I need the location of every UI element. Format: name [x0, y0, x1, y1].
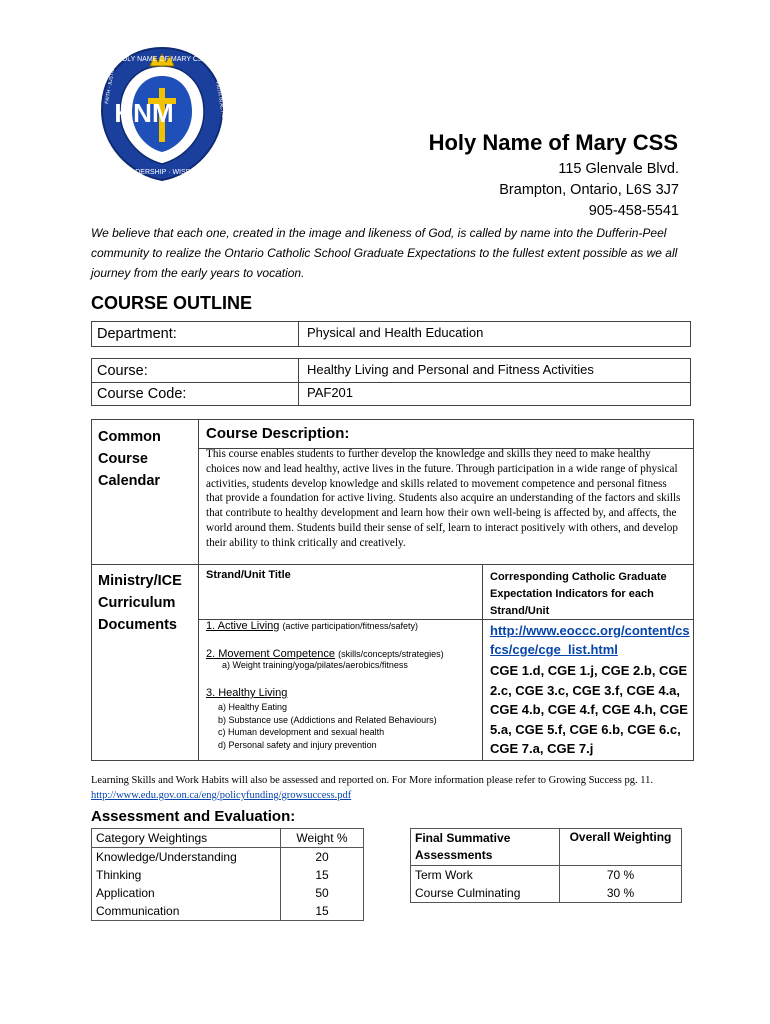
final-summative-header: Final Summative Assessments [411, 829, 560, 866]
strand-sub-item: b) Substance use (Addictions and Related Behaviours) [218, 714, 437, 725]
weight-header: Weight % [281, 829, 364, 848]
table-row [92, 884, 364, 902]
ministry-label-2: Curriculum [98, 595, 176, 611]
learning-skills-note [91, 773, 691, 803]
ministry-label [98, 570, 182, 636]
curriculum-table [91, 419, 694, 761]
course-description-text: This course enables students to further develop the knowledge and skills they need to make healthy choices now and lead healthy, active lives in the future. Through participation in a wide range of physical activities, students develop knowledge and skills related to movement competence and personal fitness that provide a foundation for active living. Students also acquire an understanding of the factors and skills that contribute to healthy development and learn how their own well-being is affected by, and affects, the world around them. Students build their sense of self, learn to interact positively with others, and develop their ability to think critically and creatively. [206, 448, 681, 549]
category-name: Communication [92, 902, 281, 921]
calendar-label [98, 426, 161, 492]
assessment-heading: Assessment and Evaluation: [91, 808, 296, 825]
table-row [411, 829, 682, 866]
course-outline-heading: COURSE OUTLINE [91, 293, 253, 313]
final-weight: 70 % [560, 866, 682, 885]
strand-sub-item: a) Healthy Eating [218, 702, 288, 712]
crest-top-text: HOLY NAME OF MARY CSS [116, 56, 208, 63]
school-address-line1: 115 Glenvale Blvd. [558, 161, 679, 177]
school-address-line2: Brampton, Ontario, L6S 3J7 [499, 182, 679, 198]
table-row [92, 829, 364, 848]
category-weight: 15 [281, 866, 364, 884]
school-name: Holy Name of Mary CSS [428, 130, 678, 155]
strand-sub-item: d) Personal safety and injury prevention [218, 739, 377, 750]
ministry-label-3: Documents [98, 617, 177, 633]
course-description-heading: Course Description: [206, 425, 350, 442]
category-weight: 20 [281, 848, 364, 867]
table-row [92, 848, 364, 867]
table-row [411, 866, 682, 885]
category-name: Knowledge/Understanding [92, 848, 281, 867]
crest-letter-h: HNM [114, 98, 174, 128]
strand-item [206, 620, 478, 632]
category-header: Category Weightings [92, 829, 281, 848]
category-name: Application [92, 884, 281, 902]
overall-weighting-header: Overall Weighting [560, 829, 682, 866]
course-code-label: Course Code: [97, 386, 187, 402]
category-name: Thinking [92, 866, 281, 884]
strand-list [206, 620, 478, 751]
calendar-label-1: Common [98, 429, 161, 445]
calendar-label-2: Course [98, 451, 148, 467]
department-value: Physical and Health Education [307, 325, 484, 340]
cge-heading: Corresponding Catholic Graduate Expectation Indicators for each Strand/Unit [490, 571, 667, 617]
table-row [92, 866, 364, 884]
strand-sub-item: c) Human development and sexual health [218, 727, 385, 737]
strand-unit-heading: Strand/Unit Title [206, 569, 291, 581]
department-row [91, 321, 691, 347]
table-row [92, 902, 364, 921]
cge-list-link[interactable]: http://www.eoccc.org/content/csfcs/cge/cge_list.html [490, 623, 690, 657]
school-phone: 905-458-5541 [588, 203, 679, 219]
category-weightings-table [91, 828, 364, 921]
final-weight: 30 % [560, 884, 682, 903]
strand-note: (skills/concepts/strategies) [338, 649, 444, 659]
final-name: Course Culminating [411, 884, 560, 903]
calendar-label-3: Calendar [98, 473, 161, 489]
category-weight: 15 [281, 902, 364, 921]
cge-indicator-list: CGE 1.d, CGE 1.j, CGE 2.b, CGE 2.c, CGE 3.c, CGE 3.f, CGE 4.a, CGE 4.b, CGE 4.f, CGE 4.h, CGE 5.a, CGE 5.f, CGE 6.b, CGE 6.c, CGE 7.a, CGE 7.j [490, 663, 688, 756]
school-crest-logo [88, 42, 236, 184]
course-info-table [91, 358, 691, 406]
table-row [411, 884, 682, 903]
course-label: Course: [97, 363, 148, 379]
strand-sub-item: a) Weight training/yoga/pilates/aerobics/fitness [222, 660, 408, 670]
strand-title: 2. Movement Competence [206, 648, 336, 660]
course-code-value: PAF201 [307, 385, 354, 400]
crest-left-text: FAITH · JUSTICE [104, 64, 117, 105]
strand-sub-list [218, 701, 478, 751]
crest-right-text: FAITH IN ACTION [214, 81, 227, 123]
mission-statement: We believe that each one, created in the image and likeness of God, is called by name into the Dufferin-Peel community to realize the Ontario Catholic School Graduate Expectations to the fullest extent possible as we all journey from the early years to vocation. [91, 226, 678, 280]
strand-item [206, 648, 478, 660]
crest-bottom-text: LEADERSHIP · WISDOM [122, 169, 202, 176]
growing-success-link[interactable]: http://www.edu.gov.on.ca/eng/policyfunding/growsuccess.pdf [91, 790, 352, 801]
final-name: Term Work [411, 866, 560, 885]
strand-title: 3. Healthy Living [206, 687, 288, 699]
strand-title: 1. Active Living [206, 620, 280, 632]
category-weight: 50 [281, 884, 364, 902]
department-label: Department: [97, 326, 177, 342]
ministry-label-1: Ministry/ICE [98, 573, 182, 589]
course-value: Healthy Living and Personal and Fitness Activities [307, 362, 594, 377]
strand-item [206, 687, 478, 699]
strand-note: (active participation/fitness/safety) [282, 621, 418, 631]
learning-skills-text: Learning Skills and Work Habits will also be assessed and reported on. For More information please refer to Growing Success pg. 11. [91, 775, 653, 786]
final-summative-table [410, 828, 682, 903]
